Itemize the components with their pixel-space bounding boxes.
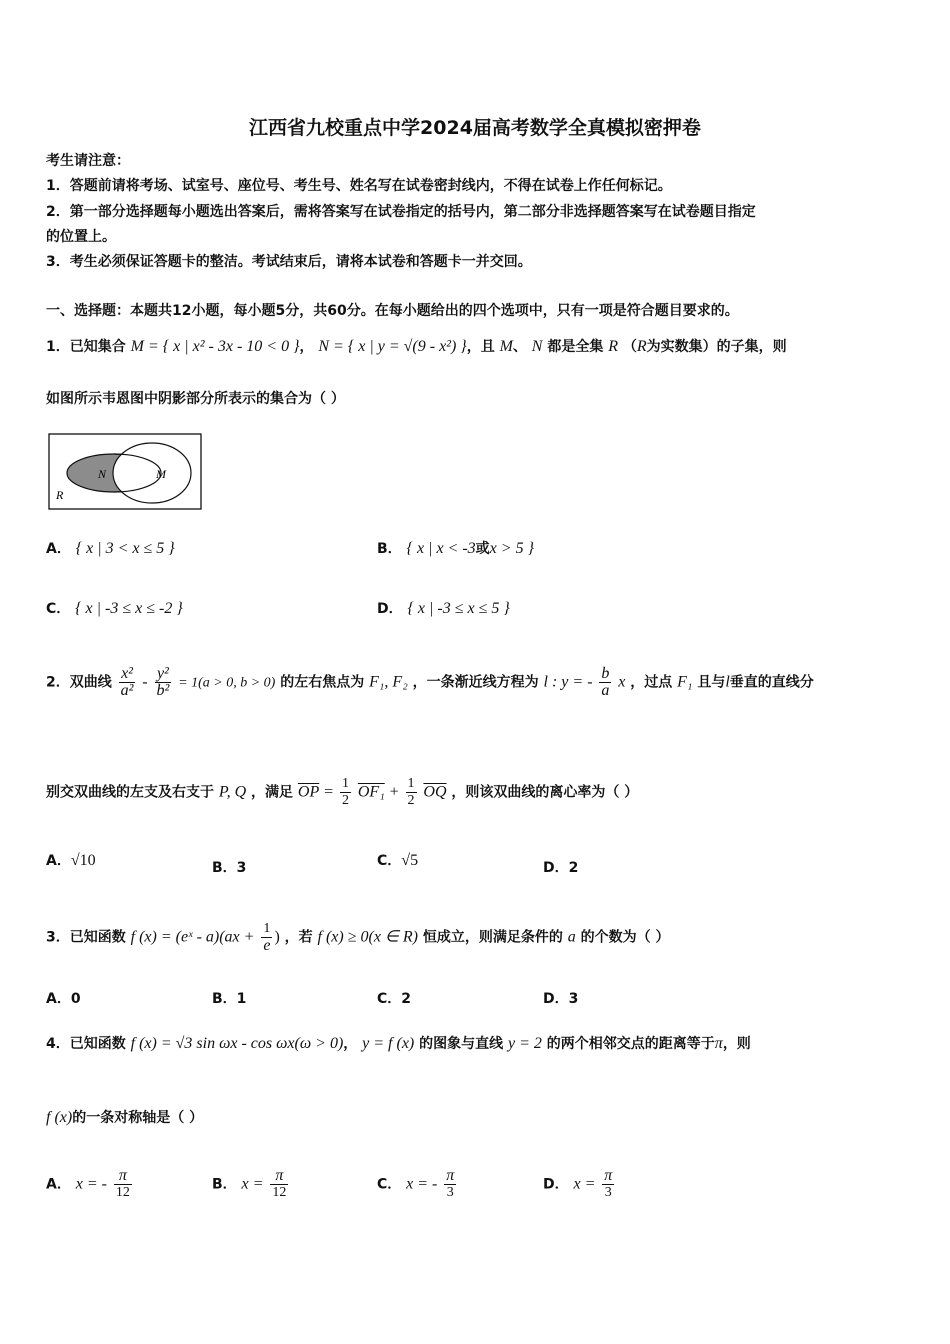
q3-function: f (x) = (eˣ - a)(ax + bbox=[130, 928, 255, 946]
notice-item: 2．第一部分选择题每小题选出答案后，需将答案写在试卷指定的括号内，第二部分非选择题答案写在试卷题目指定 bbox=[46, 204, 756, 220]
q1-symbol-n: N bbox=[531, 338, 543, 355]
question-1-line-2: 如图所示韦恩图中阴影部分所表示的集合为（ ） bbox=[46, 391, 345, 407]
option-label: B． bbox=[377, 541, 402, 557]
option-label: C． bbox=[377, 991, 402, 1007]
q3-text: 恒成立，则满足条件的 bbox=[422, 929, 563, 946]
fraction: $\frac{b}{a}$ bbox=[601, 665, 610, 699]
q2-option-b[interactable] bbox=[212, 859, 246, 877]
fraction: $\frac{\text{x²}}{\text{a²}}$ bbox=[120, 665, 134, 699]
q2-text: 别交双曲线的左支及右支于 bbox=[46, 784, 214, 801]
q1-text: 、 bbox=[512, 339, 527, 355]
q3-text: ，若 bbox=[284, 929, 313, 946]
fraction: $\frac{\pi}{12}$ bbox=[115, 1167, 130, 1200]
q1-text: 1．已知集合 bbox=[46, 339, 126, 355]
q3-text: 的个数为（ ） bbox=[580, 929, 670, 946]
option-label: A． bbox=[46, 541, 71, 557]
option-text: { x | x < -3 bbox=[406, 540, 476, 557]
vector-oq: $\overline{OQ}$ bbox=[423, 783, 447, 801]
venn-label-r: R bbox=[56, 488, 64, 502]
q1-symbol-m: M bbox=[499, 338, 513, 355]
option-text: √5 bbox=[401, 852, 419, 869]
q1-option-c[interactable] bbox=[46, 600, 183, 618]
option-label: D． bbox=[543, 860, 569, 876]
q4-fx: f (x) bbox=[46, 1109, 73, 1126]
q2-pq: P, Q bbox=[218, 783, 247, 801]
q3-option-c[interactable] bbox=[377, 990, 411, 1008]
venn-label-m: M bbox=[156, 467, 166, 481]
close-paren: ) bbox=[274, 928, 280, 946]
option-text: 或 bbox=[475, 541, 490, 557]
q2-text: ，一条渐近线方程为 bbox=[412, 674, 539, 691]
question-3 bbox=[46, 921, 669, 954]
notice-item: 的位置上。 bbox=[46, 229, 116, 245]
option-text: 3 bbox=[568, 991, 579, 1007]
q2-text: ，则该双曲线的离心率为（ ） bbox=[451, 784, 639, 801]
fraction: $\frac{1}{e}$ bbox=[263, 921, 271, 954]
option-text: x = bbox=[573, 1175, 596, 1193]
option-label: D． bbox=[543, 1176, 569, 1193]
q2-f1: F₁ bbox=[677, 673, 693, 691]
q2-text: 的左右焦点为 bbox=[280, 674, 365, 691]
option-text: √10 bbox=[70, 852, 96, 869]
option-label: D． bbox=[377, 601, 403, 617]
question-4-line-1 bbox=[46, 1035, 751, 1053]
q2-foci: F₁, F₂ bbox=[369, 673, 408, 691]
question-4-line-2 bbox=[46, 1109, 203, 1127]
option-text: 1 bbox=[236, 991, 247, 1007]
option-text: 2 bbox=[401, 991, 412, 1007]
option-text: x = - bbox=[406, 1175, 438, 1193]
minus-sign: - bbox=[142, 673, 148, 691]
q2-eq: = 1(a > 0, b > 0) bbox=[178, 675, 276, 691]
set-m-ellipse bbox=[113, 443, 191, 503]
q3-option-d[interactable] bbox=[543, 990, 578, 1008]
fraction: $\frac{1}{2}$ bbox=[342, 776, 349, 808]
q2-asymptote: l : y = - bbox=[543, 673, 593, 691]
option-text: { x | -3 ≤ x ≤ -2 } bbox=[75, 600, 183, 617]
venn-diagram bbox=[48, 433, 204, 513]
q4-text: ，则 bbox=[722, 1036, 751, 1052]
q3-text: 3．已知函数 bbox=[46, 929, 126, 946]
page-title: 江西省九校重点中学2024届高考数学全真模拟密押卷 bbox=[249, 117, 701, 139]
fraction: $\frac{\text{y²}}{\text{b²}}$ bbox=[156, 665, 170, 699]
q1-set-n: N = { x | y = √(9 - x²) } bbox=[318, 338, 467, 355]
option-label: C． bbox=[377, 853, 402, 869]
q4-text: 的两个相邻交点的距离等于 bbox=[546, 1036, 715, 1052]
q2-text: ，过点 bbox=[630, 674, 673, 691]
q1-text: 为实数集）的子集，则 bbox=[646, 339, 787, 355]
option-label: B． bbox=[212, 1176, 237, 1193]
fraction: $\frac{\pi}{12}$ bbox=[272, 1167, 287, 1200]
vector-of1: OF₁ bbox=[357, 783, 385, 801]
option-label: B． bbox=[212, 860, 237, 876]
q1-symbol-r: R bbox=[608, 338, 618, 355]
q2-text: ，满足 bbox=[251, 784, 294, 801]
q4-function: f (x) = √3 sin ωx - cos ωx(ω > 0) bbox=[130, 1035, 344, 1052]
q2-option-a[interactable] bbox=[46, 852, 96, 870]
q3-a: a bbox=[567, 928, 576, 946]
equals-sign: = bbox=[324, 783, 334, 801]
q3-option-b[interactable] bbox=[212, 990, 246, 1008]
q4-text: 的图象与直线 bbox=[419, 1036, 504, 1052]
question-2-line-1 bbox=[46, 666, 814, 699]
q4-text: 的一条对称轴是（ ） bbox=[72, 1110, 204, 1126]
q4-text: 4．已知函数 bbox=[46, 1036, 126, 1052]
q4-pi: π bbox=[714, 1035, 723, 1052]
option-text: x = - bbox=[75, 1175, 107, 1193]
q4-option-a[interactable] bbox=[46, 1168, 134, 1201]
q2-option-c[interactable] bbox=[377, 852, 418, 870]
option-text: 3 bbox=[236, 860, 247, 876]
section-heading: 一、选择题：本题共12小题，每小题5分，共60分。在每小题给出的四个选项中，只有一项是符合题目要求的。 bbox=[46, 303, 739, 319]
fraction: $\frac{1}{2}$ bbox=[407, 776, 415, 808]
q4-option-b[interactable] bbox=[212, 1168, 290, 1201]
q1-text: 都是全集 bbox=[547, 339, 604, 355]
q4-option-d[interactable] bbox=[543, 1168, 616, 1201]
question-1-line-1 bbox=[46, 338, 787, 356]
q1-symbol-r: R bbox=[636, 338, 647, 355]
fraction: $\frac{\pi}{3}$ bbox=[604, 1167, 613, 1200]
q1-text: ，且 bbox=[466, 339, 495, 355]
q4-line: y = 2 bbox=[508, 1035, 542, 1052]
option-text: 2 bbox=[568, 860, 579, 876]
option-text: x = bbox=[241, 1175, 264, 1193]
option-text: 0 bbox=[70, 991, 81, 1007]
q2-text: 垂直的直线分 bbox=[729, 674, 814, 691]
q1-option-a[interactable] bbox=[46, 540, 175, 558]
notice-item: 3．考生必须保证答题卡的整洁。考试结束后，请将本试卷和答题卡一并交回。 bbox=[46, 254, 532, 270]
option-label: C． bbox=[46, 601, 71, 617]
option-label: D． bbox=[543, 991, 569, 1007]
q4-yfx: y = f (x) bbox=[362, 1035, 415, 1052]
q2-text: 且与 bbox=[697, 674, 726, 691]
q1-option-d[interactable] bbox=[377, 600, 510, 618]
q1-set-m: M = { x | x² - 3x - 10 < 0 } bbox=[130, 338, 300, 355]
plus-sign: + bbox=[389, 783, 399, 801]
option-label: C． bbox=[377, 1176, 402, 1193]
q2-asymptote-x: x bbox=[618, 673, 626, 691]
option-text: { x | -3 ≤ x ≤ 5 } bbox=[407, 600, 510, 617]
q1-text: （ bbox=[622, 339, 637, 355]
q2-l: l bbox=[725, 673, 730, 691]
notice-heading: 考生请注意： bbox=[46, 153, 130, 169]
option-label: B． bbox=[212, 991, 237, 1007]
q3-option-a[interactable] bbox=[46, 990, 81, 1008]
q4-option-c[interactable] bbox=[377, 1168, 458, 1201]
question-2-line-2 bbox=[46, 776, 638, 809]
q2-text: 2．双曲线 bbox=[46, 674, 112, 691]
vector-op: $\overline{OP}$ bbox=[297, 783, 320, 801]
venn-label-n: N bbox=[98, 467, 107, 481]
option-label: A． bbox=[46, 853, 71, 869]
q3-condition: f (x) ≥ 0(x ∈ R) bbox=[317, 928, 418, 946]
q1-option-b[interactable] bbox=[377, 540, 534, 558]
q4-text: ， bbox=[343, 1036, 358, 1052]
option-label: A． bbox=[46, 1176, 71, 1193]
notice-item: 1．答题前请将考场、试室号、座位号、考生号、姓名写在试卷密封线内，不得在试卷上作任何标记。 bbox=[46, 178, 672, 194]
q2-option-d[interactable] bbox=[543, 859, 578, 877]
fraction: $\frac{\pi}{3}$ bbox=[446, 1167, 455, 1200]
q1-text: ， bbox=[299, 339, 314, 355]
option-label: A． bbox=[46, 991, 71, 1007]
option-text: x > 5 } bbox=[489, 540, 534, 557]
option-text: { x | 3 < x ≤ 5 } bbox=[75, 540, 175, 557]
